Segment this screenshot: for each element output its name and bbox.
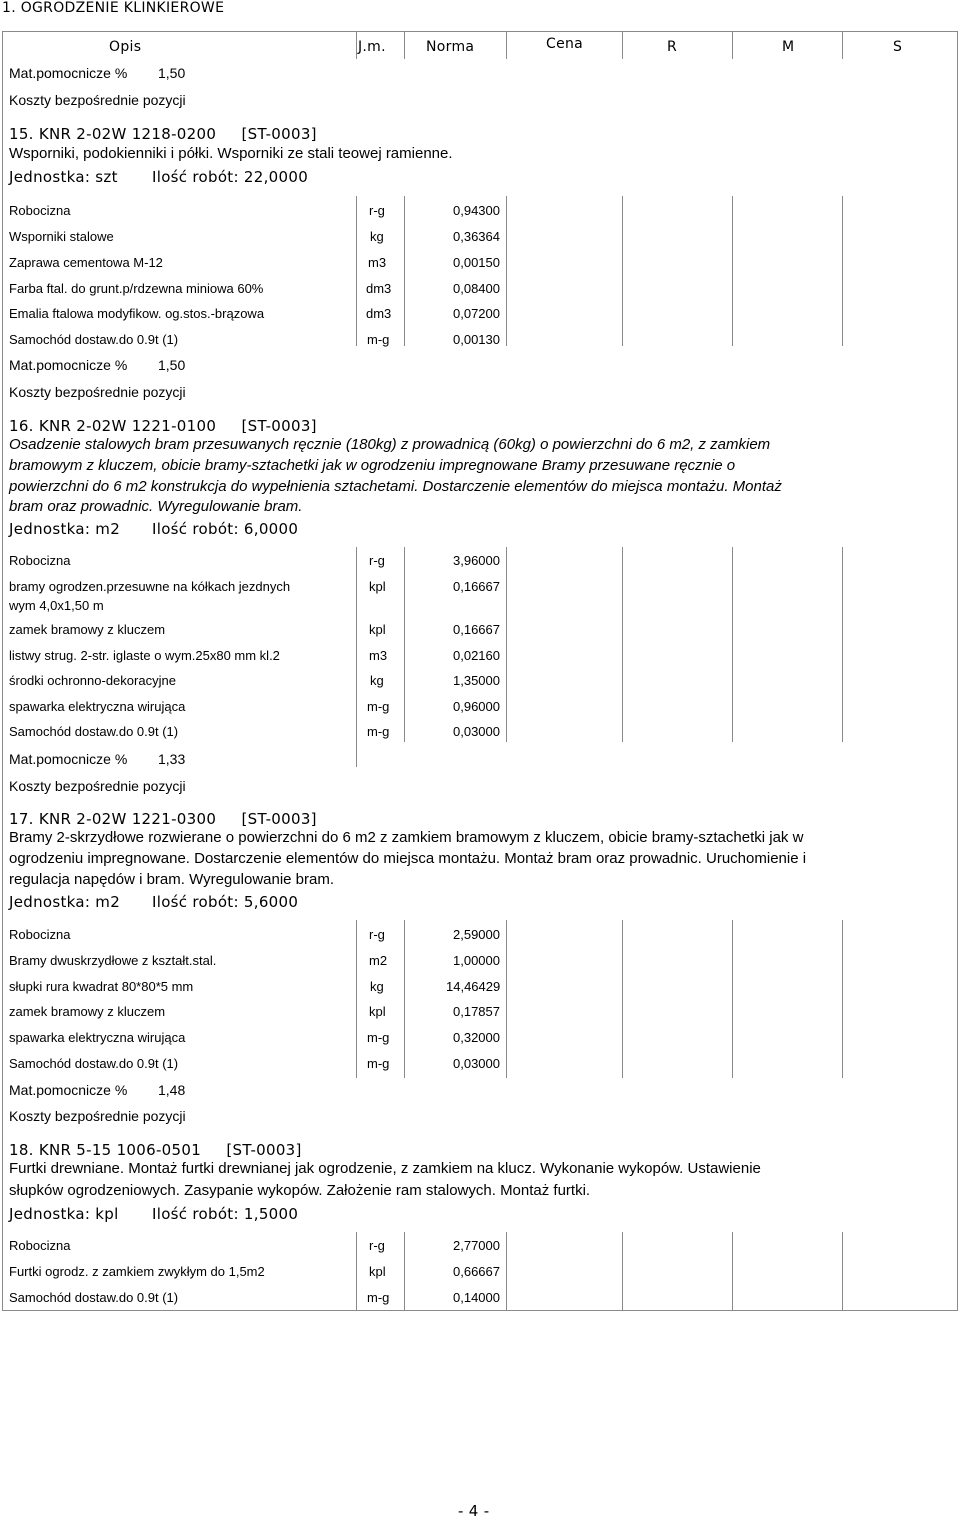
unit: m-g — [367, 1290, 390, 1305]
norm: 0,03000 — [453, 1056, 500, 1071]
position-15-header: 15. KNR 2-02W 1218-0200 [ST-0003] — [9, 125, 317, 143]
norm: 0,36364 — [453, 229, 500, 244]
list-item: listwy strug. 2-str. iglaste o wym.25x80 mm kl.2 — [9, 648, 280, 663]
unit: kpl — [369, 1264, 386, 1279]
norm: 2,77000 — [453, 1238, 500, 1253]
position-17-header: 17. KNR 2-02W 1221-0300 [ST-0003] — [9, 810, 317, 828]
list-item: Robocizna — [9, 1238, 71, 1253]
page-number: - 4 - — [458, 1502, 490, 1520]
col-sep — [356, 1232, 357, 1310]
col-sep — [506, 547, 507, 742]
list-item: spawarka elektryczna wirująca — [9, 699, 186, 714]
unit: kg — [370, 673, 384, 688]
norm: 0,07200 — [453, 306, 500, 321]
mat-pomocnicze-value: 1,33 — [158, 751, 186, 767]
col-sep — [506, 1232, 507, 1310]
norm: 3,96000 — [453, 553, 500, 568]
header-cena: Cena — [546, 36, 584, 52]
col-sep — [842, 920, 843, 1078]
norm: 0,17857 — [453, 1004, 500, 1019]
table-left-border — [2, 31, 3, 1311]
unit: m-g — [367, 1056, 390, 1071]
norm: 0,00150 — [453, 255, 500, 270]
list-item: zamek bramowy z kluczem — [9, 1004, 166, 1019]
unit: m3 — [369, 648, 388, 663]
header-jm: J.m. — [358, 39, 386, 55]
col-sep — [356, 547, 357, 767]
col-sep — [404, 920, 405, 1078]
norm: 2,59000 — [453, 927, 500, 942]
position-17-jednostka: Jednostka: m2 — [9, 893, 121, 911]
position-15-jednostka: Jednostka: szt — [9, 168, 118, 186]
col-sep — [842, 31, 843, 59]
position-17-description-line: regulacja napędów i bram. Wyregulowanie bram. — [9, 871, 335, 888]
unit: kpl — [369, 579, 386, 594]
col-sep — [506, 920, 507, 1078]
position-18-header: 18. KNR 5-15 1006-0501 [ST-0003] — [9, 1141, 302, 1159]
mat-pomocnicze-label: Mat.pomocnicze % — [9, 751, 128, 767]
list-item: Robocizna — [9, 553, 71, 568]
list-item-continued: wym 4,0x1,50 m — [9, 598, 104, 613]
list-item: słupki rura kwadrat 80*80*5 mm — [9, 979, 194, 994]
col-sep — [404, 31, 405, 59]
unit: dm3 — [366, 281, 392, 296]
col-sep — [622, 31, 623, 59]
norm: 1,00000 — [453, 953, 500, 968]
norm: 0,03000 — [453, 724, 500, 739]
list-item: Samochód dostaw.do 0.9t (1) — [9, 1290, 179, 1305]
position-16-description-line: bramowym z kluczem, obicie bramy-sztachetki jak w ogrodzeniu impregnowane Bramy przesuwane ręcznie o — [9, 457, 736, 474]
list-item: Robocizna — [9, 203, 71, 218]
header-r: R — [667, 39, 678, 55]
col-sep — [356, 920, 357, 1078]
mat-pomocnicze-label: Mat.pomocnicze % — [9, 65, 128, 81]
unit: m-g — [367, 699, 390, 714]
list-item: Bramy dwuskrzydłowe z kształt.stal. — [9, 953, 217, 968]
table-right-border — [957, 31, 958, 1311]
norm: 0,96000 — [453, 699, 500, 714]
col-sep — [732, 1232, 733, 1310]
mat-pomocnicze-value: 1,48 — [158, 1082, 186, 1098]
list-item: Emalia ftalowa modyfikow. og.stos.-brązowa — [9, 306, 265, 321]
list-item: Farba ftal. do grunt.p/rdzewna miniowa 60% — [9, 281, 264, 296]
position-16-description-line: powierzchni do 6 m2 konstrukcja do wypełnienia sztachetami. Dostarczenie elementów do miejsca montażu. Montaż — [9, 478, 782, 495]
list-item: spawarka elektryczna wirująca — [9, 1030, 186, 1045]
unit: r-g — [369, 927, 385, 942]
list-item: Samochód dostaw.do 0.9t (1) — [9, 332, 179, 347]
col-sep — [842, 547, 843, 742]
list-item: bramy ogrodzen.przesuwne na kółkach jezdnych — [9, 579, 291, 594]
position-17-description-line: Bramy 2-skrzydłowe rozwierane o powierzchni do 6 m2 z zamkiem bramowym z kluczem, obicie bramy-sztachetki jak w — [9, 829, 804, 846]
unit: kpl — [369, 622, 386, 637]
norm: 14,46429 — [446, 979, 501, 994]
col-sep — [356, 196, 357, 346]
col-sep — [842, 196, 843, 346]
koszty-label: Koszty bezpośrednie pozycji — [9, 1108, 186, 1124]
position-18-ilosc: Ilość robót: 1,5000 — [152, 1205, 299, 1223]
table-top-border — [2, 31, 958, 32]
position-18-description-line: słupków ogrodzeniowych. Zasypanie wykopów. Założenie ram stalowych. Montaż furtki. — [9, 1182, 591, 1199]
list-item: Samochód dostaw.do 0.9t (1) — [9, 724, 179, 739]
col-sep — [732, 547, 733, 742]
norm: 0,08400 — [453, 281, 500, 296]
unit: m2 — [369, 953, 388, 968]
norm: 0,00130 — [453, 332, 500, 347]
norm: 0,14000 — [453, 1290, 500, 1305]
header-s: S — [893, 39, 903, 55]
list-item: Samochód dostaw.do 0.9t (1) — [9, 1056, 179, 1071]
list-item: Furtki ogrodz. z zamkiem zwykłym do 1,5m2 — [9, 1264, 265, 1279]
header-m: M — [782, 39, 795, 55]
position-18-jednostka: Jednostka: kpl — [9, 1205, 119, 1223]
col-sep — [404, 547, 405, 742]
unit: m-g — [367, 332, 390, 347]
unit: r-g — [369, 1238, 385, 1253]
unit: m-g — [367, 1030, 390, 1045]
unit: m3 — [368, 255, 387, 270]
col-sep — [356, 31, 357, 59]
position-15-ilosc: Ilość robót: 22,0000 — [152, 168, 309, 186]
norm: 0,02160 — [453, 648, 500, 663]
position-17-description-line: ogrodzeniu impregnowane. Dostarczenie elementów do miejsca montażu. Montaż bram oraz prowadnic. Uruchomienie i — [9, 850, 807, 867]
position-16-jednostka: Jednostka: m2 — [9, 520, 121, 538]
position-16-header: 16. KNR 2-02W 1221-0100 [ST-0003] — [9, 417, 317, 435]
list-item: zamek bramowy z kluczem — [9, 622, 166, 637]
col-sep — [506, 196, 507, 346]
list-item: Robocizna — [9, 927, 71, 942]
unit: kg — [370, 979, 384, 994]
list-item: Zaprawa cementowa M-12 — [9, 255, 163, 270]
unit: r-g — [369, 203, 385, 218]
norm: 0,16667 — [453, 622, 500, 637]
unit: kpl — [369, 1004, 386, 1019]
page-title: 1. OGRODZENIE KLINKIEROWE — [2, 0, 225, 16]
list-item: środki ochronno-dekoracyjne — [9, 673, 176, 688]
unit: kg — [370, 229, 384, 244]
norm: 0,32000 — [453, 1030, 500, 1045]
mat-pomocnicze-label: Mat.pomocnicze % — [9, 1082, 128, 1098]
norm: 0,16667 — [453, 579, 500, 594]
koszty-label: Koszty bezpośrednie pozycji — [9, 384, 186, 400]
mat-pomocnicze-value: 1,50 — [158, 357, 186, 373]
col-sep — [732, 31, 733, 59]
col-sep — [622, 547, 623, 742]
col-sep — [622, 196, 623, 346]
mat-pomocnicze-label: Mat.pomocnicze % — [9, 357, 128, 373]
table-bottom-border — [2, 1310, 958, 1311]
koszty-label: Koszty bezpośrednie pozycji — [9, 778, 186, 794]
position-17-ilosc: Ilość robót: 5,6000 — [152, 893, 299, 911]
col-sep — [732, 196, 733, 346]
col-sep — [404, 1232, 405, 1310]
col-sep — [622, 1232, 623, 1310]
position-16-description-line: bram oraz prowadnic. Wyregulowanie bram. — [9, 498, 303, 515]
col-sep — [732, 920, 733, 1078]
position-18-description-line: Furtki drewniane. Montaż furtki drewnianej jak ogrodzenie, z zamkiem na klucz. Wykonanie wykopów. Ustawienie — [9, 1160, 761, 1177]
koszty-label: Koszty bezpośrednie pozycji — [9, 92, 186, 108]
list-item: Wsporniki stalowe — [9, 229, 114, 244]
col-sep — [842, 1232, 843, 1310]
col-sep — [404, 196, 405, 346]
header-norma: Norma — [426, 39, 475, 55]
norm: 1,35000 — [453, 673, 500, 688]
header-opis: Opis — [109, 39, 142, 55]
unit: dm3 — [366, 306, 392, 321]
mat-pomocnicze-value: 1,50 — [158, 65, 186, 81]
unit: m-g — [367, 724, 390, 739]
position-15-description: Wsporniki, podokienniki i półki. Wsporniki ze stali teowej ramienne. — [9, 145, 453, 162]
position-16-description-line: Osadzenie stalowych bram przesuwanych ręcznie (180kg) z prowadnicą (60kg) o powierzchni do 6 m2, z zamkiem — [9, 436, 771, 453]
unit: r-g — [369, 553, 385, 568]
col-sep — [622, 920, 623, 1078]
position-16-ilosc: Ilość robót: 6,0000 — [152, 520, 299, 538]
col-sep — [506, 31, 507, 59]
norm: 0,94300 — [453, 203, 500, 218]
norm: 0,66667 — [453, 1264, 500, 1279]
